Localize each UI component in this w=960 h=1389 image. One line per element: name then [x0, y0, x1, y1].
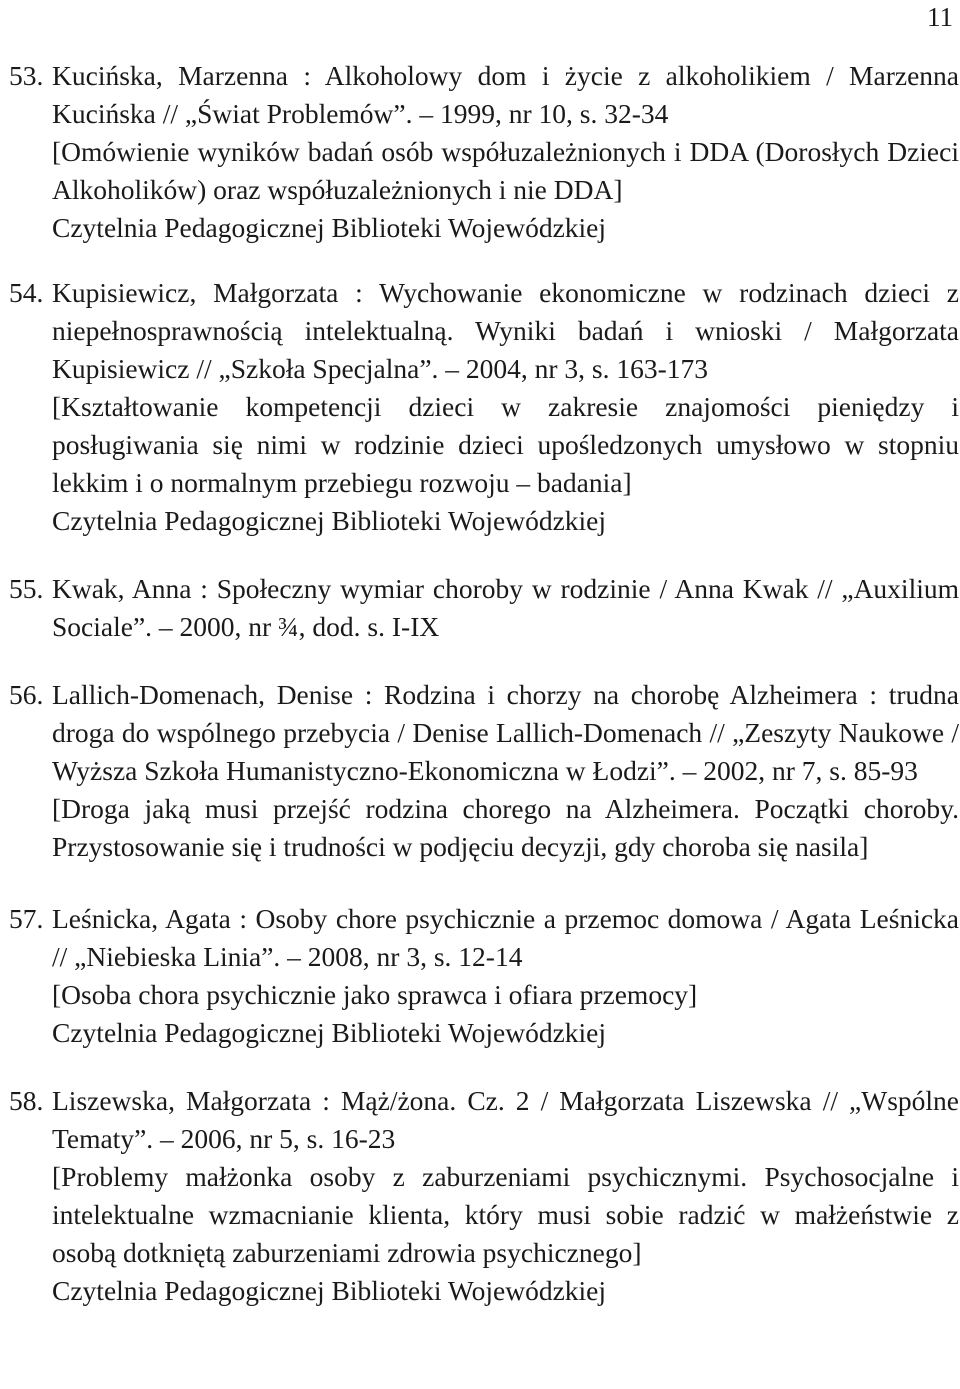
page-number: 11	[927, 2, 953, 32]
entry-citation: Lallich-Domenach, Denise : Rodzina i chorzy na chorobę Alzheimera : trudna droga do wspólnego przebycia / Denise Lallich-Domenach // „Zeszyty Naukowe / Wyższa Szkoła Humanistyczno-Ekonomiczna w Łodzi”. – 2002, nr 7, s. 85-93	[52, 679, 959, 786]
entry-annotation: [Droga jaką musi przejść rodzina chorego na Alzheimera. Początki choroby. Przystosowanie się i trudności w podjęciu decyzji, gdy choroba się nasila]	[52, 793, 959, 862]
entry-location: Czytelnia Pedagogicznej Biblioteki Wojewódzkiej	[52, 212, 607, 243]
entry-number: 58.	[9, 1085, 44, 1116]
entry-citation: Kwak, Anna : Społeczny wymiar choroby w rodzinie / Anna Kwak // „Auxilium Sociale”. – 2000, nr ¾, dod. s. I-IX	[52, 573, 959, 642]
entry-citation: Liszewska, Małgorzata : Mąż/żona. Cz. 2 / Małgorzata Liszewska // „Wspólne Tematy”. – 2006, nr 5, s. 16-23	[52, 1085, 959, 1154]
bibliography-entry	[9, 900, 959, 1052]
entry-citation: Kupisiewicz, Małgorzata : Wychowanie ekonomiczne w rodzinach dzieci z niepełnosprawnością intelektualną. Wyniki badań i wnioski / Małgorzata Kupisiewicz // „Szkoła Specjalna”. – 2004, nr 3, s. 163-173	[52, 277, 959, 384]
entry-number: 55.	[9, 573, 44, 604]
entry-number: 57.	[9, 903, 44, 934]
bibliography-entry	[9, 1082, 959, 1310]
entry-number: 53.	[9, 60, 44, 91]
entry-location: Czytelnia Pedagogicznej Biblioteki Wojewódzkiej	[52, 1017, 607, 1048]
bibliography-entry	[9, 274, 959, 540]
entry-annotation: [Problemy małżonka osoby z zaburzeniami psychicznymi. Psychosocjalne i intelektualne wzmacnianie klienta, który musi sobie radzić w małżeństwie z osobą dotkniętą zaburzeniami zdrowia psychicznego]	[52, 1161, 959, 1268]
entry-location: Czytelnia Pedagogicznej Biblioteki Wojewódzkiej	[52, 1275, 607, 1306]
entry-citation: Leśnicka, Agata : Osoby chore psychicznie a przemoc domowa / Agata Leśnicka // „Niebieska Linia”. – 2008, nr 3, s. 12-14	[52, 903, 959, 972]
entry-number: 54.	[9, 277, 44, 308]
entry-citation: Kucińska, Marzenna : Alkoholowy dom i życie z alkoholikiem / Marzenna Kucińska // „Świat Problemów”. – 1999, nr 10, s. 32-34	[52, 60, 959, 129]
entry-annotation: [Omówienie wyników badań osób współuzależnionych i DDA (Dorosłych Dzieci Alkoholików) oraz współuzależnionych i nie DDA]	[52, 136, 959, 205]
bibliography-entry	[9, 676, 959, 866]
entry-location: Czytelnia Pedagogicznej Biblioteki Wojewódzkiej	[52, 505, 607, 536]
entry-annotation: [Osoba chora psychicznie jako sprawca i ofiara przemocy]	[52, 979, 698, 1010]
entry-annotation: [Kształtowanie kompetencji dzieci w zakresie znajomości pieniędzy i posługiwania się nimi w rodzinie dzieci upośledzonych umysłowo w stopniu lekkim i o normalnym przebiegu rozwoju – badania]	[52, 391, 959, 498]
bibliography-list	[9, 57, 959, 1310]
entry-number: 56.	[9, 679, 44, 710]
bibliography-entry	[9, 570, 959, 646]
bibliography-entry	[9, 57, 959, 247]
